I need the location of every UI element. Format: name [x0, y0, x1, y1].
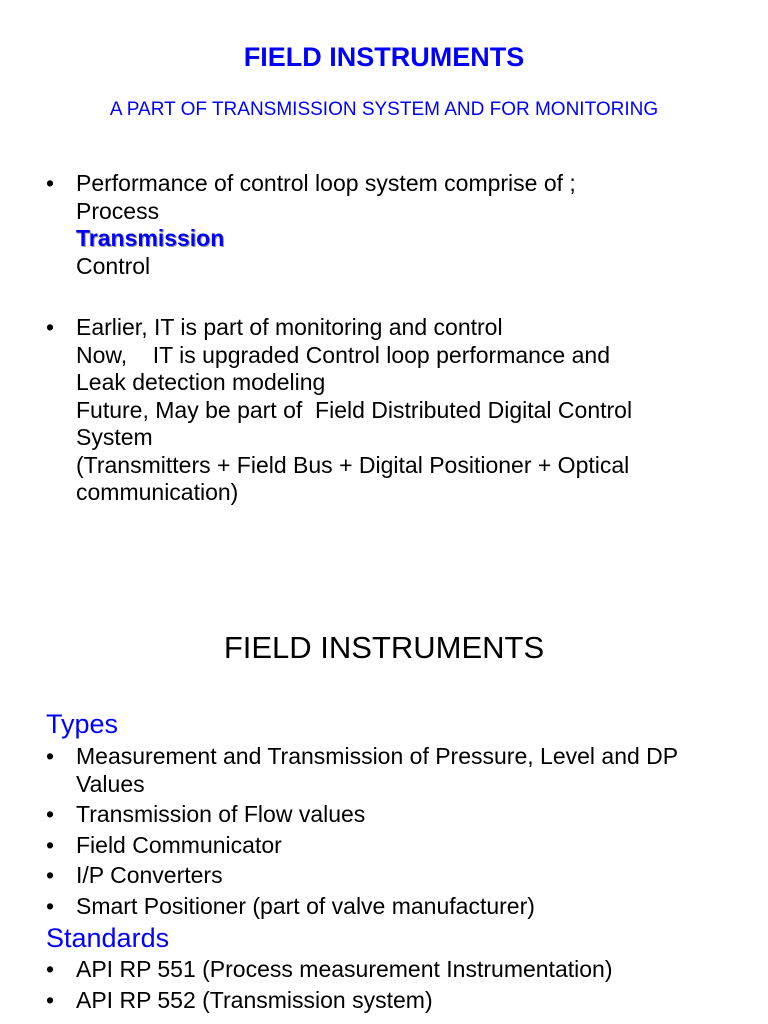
- standards-list: [46, 956, 746, 1017]
- list-item: • Smart Positioner (part of valve manufacturer): [46, 893, 746, 921]
- list-item: • Measurement and Transmission of Pressure, Level and DP Values: [46, 743, 746, 798]
- list-item-evolution: [46, 314, 746, 507]
- list-item: • API RP 551 (Process measurement Instrumentation): [46, 956, 746, 984]
- bullet-text: Control: [76, 252, 151, 279]
- list-item: • Transmission of Flow values: [46, 801, 746, 829]
- bullet-text: Process: [76, 197, 160, 224]
- evolution-bullet-list: [46, 314, 746, 507]
- bullet-text: • Earlier, IT is part of monitoring and control: [76, 314, 503, 340]
- control-loop-bullet-list: [46, 170, 746, 280]
- list-item: • API RP 552 (Transmission system): [46, 987, 746, 1015]
- slide-2: [0, 600, 768, 1024]
- slide-1-title: FIELD INSTRUMENTS: [243, 42, 525, 72]
- standards-heading: Standards: [46, 923, 170, 953]
- slide-2-title: FIELD INSTRUMENTS: [223, 630, 545, 665]
- types-list: [46, 743, 746, 923]
- list-item: • Field Communicator: [46, 832, 746, 860]
- bullet-text: System: [76, 424, 153, 450]
- bullet-text: (Transmitters + Field Bus + Digital Positioner + Optical: [76, 451, 630, 478]
- bullet-text: Leak detection modeling: [76, 369, 326, 395]
- slide-1-subtitle: A PART OF TRANSMISSION SYSTEM AND FOR MONITORING: [109, 99, 659, 120]
- bullet-text: communication): [76, 479, 239, 505]
- list-item: • I/P Converters: [46, 862, 746, 890]
- bullet-text: Future, May be part of Field Distributed Digital Control: [76, 396, 633, 423]
- types-heading: Types: [46, 709, 119, 739]
- highlighted-term-transmission: Transmission: [76, 225, 225, 251]
- bullet-text: Now, IT is upgraded Control loop performance and: [76, 341, 610, 368]
- list-item-control-loop: [46, 170, 746, 280]
- bullet-text: • Performance of control loop system comprise of ;: [76, 170, 576, 196]
